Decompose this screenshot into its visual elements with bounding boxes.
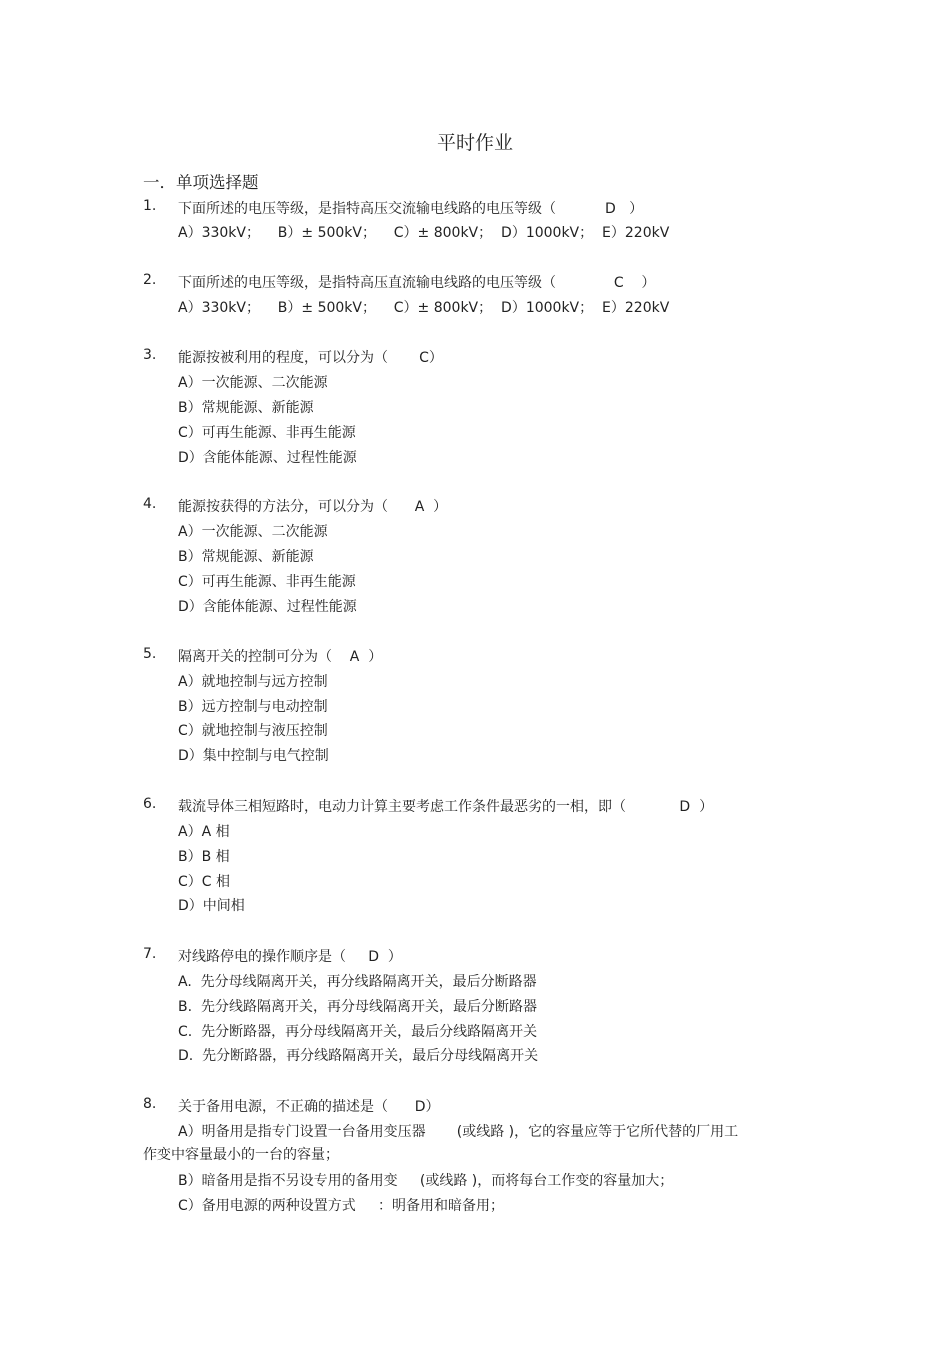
question-number: 8. xyxy=(143,1096,157,1112)
option-c: C）可再生能源、非再生能源 xyxy=(178,425,356,441)
question-number: 4. xyxy=(143,496,157,512)
option-a-continuation: 作变中容量最小的一台的容量； xyxy=(143,1147,339,1163)
option-b: B）常规能源、新能源 xyxy=(178,549,314,565)
option-a: A）一次能源、二次能源 xyxy=(178,524,328,540)
section-heading: 一．单项选择题 xyxy=(143,173,259,192)
question-text: 载流导体三相短路时，电动力计算主要考虑工作条件最恶劣的一相，即（ D ） xyxy=(178,799,714,815)
question-number: 5. xyxy=(143,646,157,662)
option-b: B. 先分线路隔离开关，再分母线隔离开关，最后分断路器 xyxy=(178,999,537,1015)
question-number: 2. xyxy=(143,272,157,288)
option-c: C）C 相 xyxy=(178,874,231,890)
option-line: A）330kV； B）± 500kV； C）± 800kV； D）1000kV； E）220kV xyxy=(178,300,670,316)
option-d: D）含能体能源、过程性能源 xyxy=(178,450,357,466)
question-number: 3. xyxy=(143,347,157,363)
option-b: B）远方控制与电动控制 xyxy=(178,699,328,715)
option-b: B）暗备用是指不另设专用的备用变 (或线路 )，而将每台工作变的容量加大； xyxy=(178,1173,674,1189)
option-c: C）可再生能源、非再生能源 xyxy=(178,574,356,590)
question-number: 7. xyxy=(143,946,157,962)
question-text: 对线路停电的操作顺序是（ D ） xyxy=(178,949,402,965)
option-a: A. 先分母线隔离开关，再分线路隔离开关，最后分断路器 xyxy=(178,974,537,990)
option-a: A）就地控制与远方控制 xyxy=(178,674,328,690)
option-a: A）A 相 xyxy=(178,824,230,840)
question-text: 关于备用电源，不正确的描述是（ D） xyxy=(178,1099,440,1115)
page-title: 平时作业 xyxy=(436,132,513,154)
option-b: B）常规能源、新能源 xyxy=(178,400,314,416)
option-d: D）集中控制与电气控制 xyxy=(178,748,329,764)
option-a: A）明备用是指专门设置一台备用变压器 (或线路 )，它的容量应等于它所代替的厂用工 xyxy=(178,1124,739,1140)
question-text: 下面所述的电压等级，是指特高压直流输电线路的电压等级（ C ） xyxy=(178,275,656,291)
question-text: 隔离开关的控制可分为（ A ） xyxy=(178,649,383,665)
option-c: C）就地控制与液压控制 xyxy=(178,723,328,739)
option-line: A）330kV； B）± 500kV； C）± 800kV； D）1000kV； E）220kV xyxy=(178,225,670,241)
option-c: C）备用电源的两种设置方式 ：明备用和暗备用； xyxy=(178,1198,505,1214)
question-text: 能源按被利用的程度，可以分为（ C） xyxy=(178,350,443,366)
question-number: 6. xyxy=(143,796,157,812)
question-number: 1. xyxy=(143,198,157,214)
option-c: C. 先分断路器，再分母线隔离开关，最后分线路隔离开关 xyxy=(178,1024,538,1040)
option-b: B）B 相 xyxy=(178,849,230,865)
question-text: 能源按获得的方法分，可以分为（ A ） xyxy=(178,499,448,515)
option-d: D）中间相 xyxy=(178,898,245,914)
question-text: 下面所述的电压等级，是指特高压交流输电线路的电压等级（ D ） xyxy=(178,201,644,217)
option-d: D. 先分断路器，再分线路隔离开关，最后分母线隔离开关 xyxy=(178,1048,539,1064)
option-d: D）含能体能源、过程性能源 xyxy=(178,599,357,615)
option-a: A）一次能源、二次能源 xyxy=(178,375,328,391)
